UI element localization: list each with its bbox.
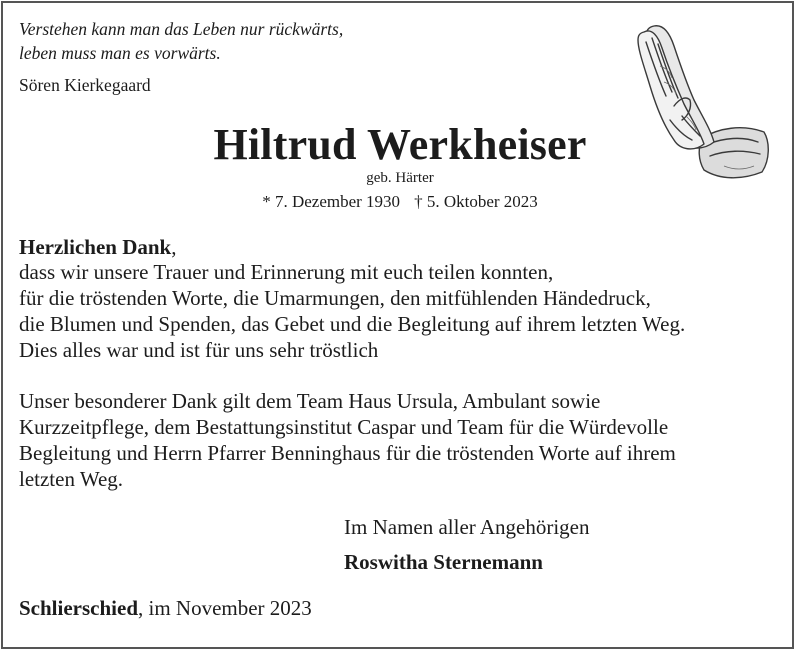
life-dates [0,191,800,213]
thanks-heading-punct: , [171,235,177,259]
thanks-heading-text: Herzlichen Dank [19,235,172,259]
place-date [19,595,312,621]
text-line: Begleitung und Herrn Pfarrer Benninghaus für die tröstenden Worte auf ihrem [19,441,676,465]
text-line: für die tröstenden Worte, die Umarmungen, den mitfühlenden Händedruck, [19,286,651,310]
text-line: dass wir unsere Trauer und Erinnerung mit euch teilen konnten, [19,260,554,284]
quote-line: Verstehen kann man das Leben nur rückwärts, [19,19,344,39]
signature-line: Im Namen aller Angehörigen [344,515,590,539]
death-date: † 5. Oktober 2023 [414,192,538,211]
text-line: Unser besonderer Dank gilt dem Team Haus Ursula, Ambulant sowie [19,389,601,413]
thanks-paragraph [19,259,685,363]
quote-author: Sören Kierkegaard [19,75,151,95]
deceased-name: Hiltrud Werkheiser [213,120,587,169]
place-name: Schlierschied [19,596,138,620]
text-line: letzten Weg. [19,467,124,491]
text-line: Dies alles war und ist für uns sehr tröstlich [19,338,379,362]
thanks-heading [19,234,177,260]
text-line: Kurzzeitpflege, dem Bestattungsinstitut Caspar und Team für die Würdevolle [19,415,669,439]
text-line: die Blumen und Spenden, das Gebet und die Begleitung auf ihrem letzten Weg. [19,312,686,336]
date-text: , im November 2023 [138,596,312,620]
quote-line: leben muss man es vorwärts. [19,43,221,63]
special-thanks-paragraph [19,388,676,492]
birth-name: geb. Härter [366,170,434,186]
quote [19,17,343,65]
signature-name: Roswitha Sternemann [344,550,543,574]
birth-date: * 7. Dezember 1930 [262,192,401,211]
